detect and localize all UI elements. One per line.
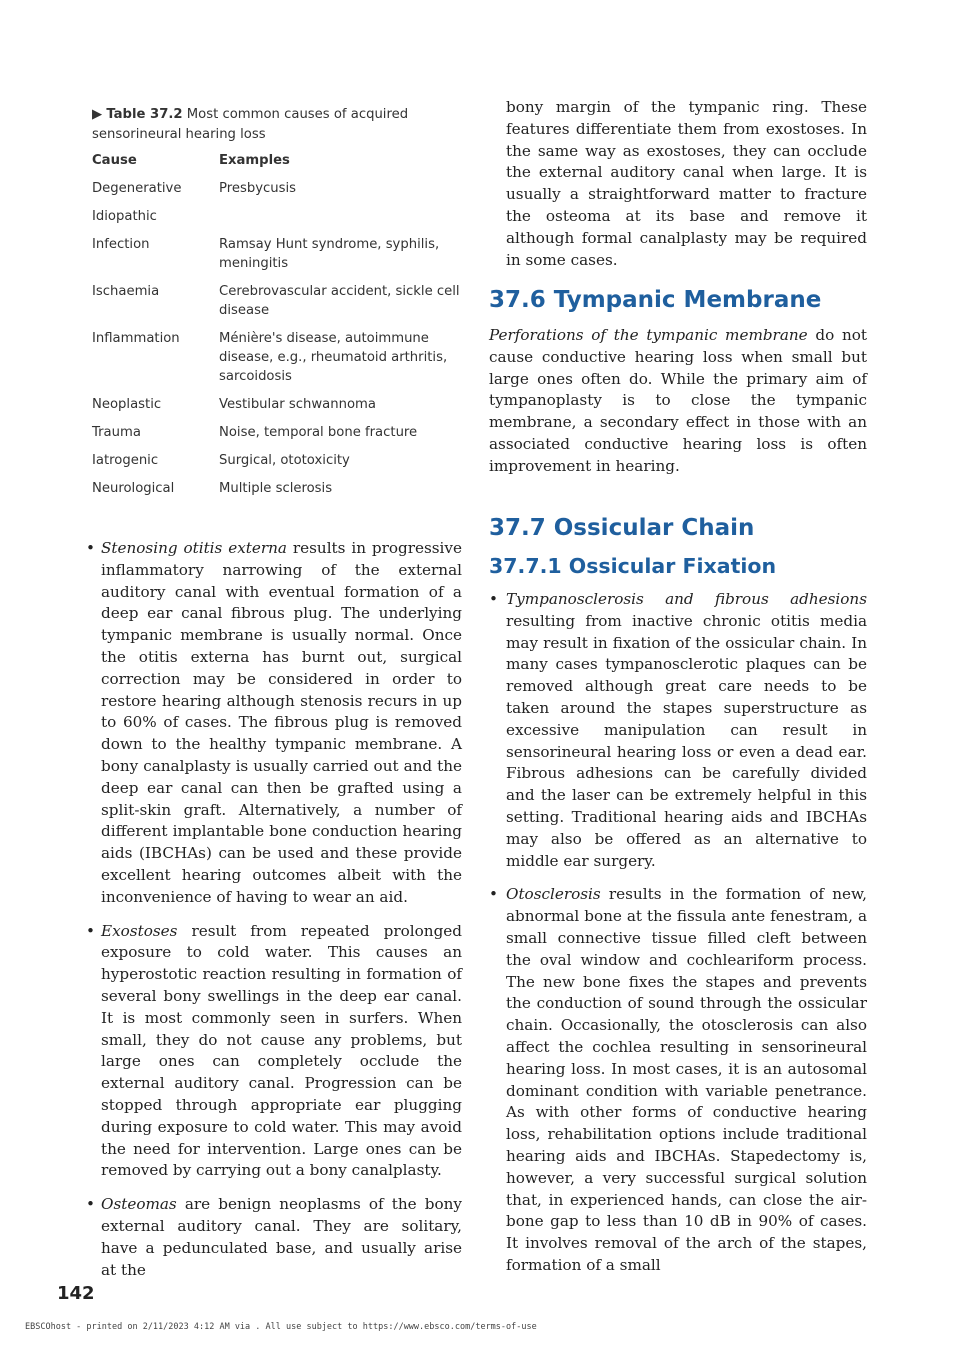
table-row xyxy=(92,391,462,419)
bullet-list xyxy=(489,589,867,1277)
table-cell-examples: Ménière's disease, autoimmune disease, e.g., rheumatoid arthritis, sarcoidosis xyxy=(219,331,448,384)
table-row xyxy=(92,231,462,278)
list-item xyxy=(86,538,462,909)
table-cell-cause: Infection xyxy=(92,237,150,252)
table-cell-cause: Idiopathic xyxy=(92,209,157,224)
table-marker-icon: ▶ xyxy=(92,107,103,122)
item-text: result from repeated prolonged exposure to cold water. This causes an hyperostotic reaction resulting in formation of several bony swellings in the deep ear canal. It is most commonly seen in surfers. When small, they do not cause any problems, but large ones can completely occlude the external auditory canal. Progression can be stopped through appropriate ear plugging during exposure to cold water. This may avoid the need for intervention. Large ones can be removed by carrying out a bony canalplasty. xyxy=(101,921,462,1180)
table-header-cause: Cause xyxy=(92,153,137,168)
table-row xyxy=(92,325,462,391)
table-cell-cause: Trauma xyxy=(92,425,141,440)
table-cell-examples: Ramsay Hunt syndrome, syphilis, meningitis xyxy=(219,237,440,271)
term: Osteomas xyxy=(101,1195,177,1214)
item-text: results in progressive inflammatory narrowing of the external auditory canal with eventual formation of a deep ear canal fibrous plug. The underlying tympanic membrane is usually normal. Once the otitis externa has burnt out, surgical correction may be considered in order to restore hearing although stenosis recurs in up to 60% of cases. The fibrous plug is removed down to the healthy tympanic membrane. A bony canalplasty is usually carried out and the deep ear canal can then be grafted using a split-skin graft. Alternatively, a number of different implantable bone conduction hearing aids (IBCHAs) can be used and these provide excellent hearing outcomes albeit with the inconvenience of having to wear an aid. xyxy=(101,539,462,906)
item-text: results in the formation of new, abnormal bone at the fissula ante fenestram, a small connective tissue filled cleft between the oval window and cochleariform process. The new bone fixes the stapes and prevents the conduction of sound through the ossicular chain. Occasionally, the otosclerosis can also affect the cochlea resulting in sensorineural hearing loss. In most cases, it is an autosomal dominant condition with variable penetrance. As with other forms of conductive hearing loss, rehabilitation options include traditional hearing aids and IBCHAs. Stapedectomy is, however, a very successful surgical solution that, in experienced hands, can close the air-bone gap to less than 10 dB in 90% of cases. It involves removal of the arch of the stapes, formation of a small xyxy=(506,885,867,1274)
paragraph-text: do not cause conductive hearing loss when small but large ones often do. While the primary aim of tympanoplasty is to close the tympanic membrane, a secondary effect in those with an associated conductive hearing loss is often improvement in hearing. xyxy=(489,326,867,475)
table-cell-examples xyxy=(219,207,462,226)
table-cell-examples: Noise, temporal bone fracture xyxy=(219,425,418,440)
list-item xyxy=(489,884,867,1276)
term: Exostoses xyxy=(101,921,178,940)
bullet-icon: • xyxy=(86,1195,95,1214)
list-item xyxy=(86,921,462,1183)
table-cell-examples: Presbycusis xyxy=(219,181,297,196)
table-cell-cause: Neoplastic xyxy=(92,397,162,412)
table-header-row xyxy=(92,150,462,175)
table-row xyxy=(92,447,462,475)
table-row xyxy=(92,419,462,447)
table-cell-examples: Vestibular schwannoma xyxy=(219,397,376,412)
table-cell-cause: Neurological xyxy=(92,481,175,496)
table-label: Table 37.2 xyxy=(106,107,183,122)
table-row xyxy=(92,278,462,325)
bullet-icon: • xyxy=(489,590,498,608)
table-cell-cause: Inflammation xyxy=(92,331,180,346)
bullet-icon: • xyxy=(489,885,498,904)
section-37-6 xyxy=(489,286,867,478)
table-row xyxy=(92,475,462,503)
item-text: resulting from inactive chronic otitis media may result in fixation of the ossicular chain. In many cases tympanosclerotic plaques can be removed although great care needs to be taken around the stapes superstructure as excessive manipulation can result in sensorineural hearing loss or even a dead ear. Fibrous adhesions can be carefully divided and the laser can be extremely helpful in this setting. Traditional hearing aids and IBCHAs may also be offered as an alternative to middle ear surgery. xyxy=(506,611,867,870)
table-cell-examples: Cerebrovascular accident, sickle cell disease xyxy=(219,284,460,318)
list-item xyxy=(86,1194,462,1281)
bullet-icon: • xyxy=(86,921,95,940)
table-cell-cause: Iatrogenic xyxy=(92,453,159,468)
table-row xyxy=(92,203,462,231)
term: Otosclerosis xyxy=(506,885,601,904)
list-item xyxy=(489,589,867,872)
item-text: are benign neoplasms of the bony external auditory canal. They are solitary, have a pedunculated base, and usually arise at the xyxy=(101,1195,462,1279)
table-caption-text: Most common causes of acquired sensorineural hearing loss xyxy=(92,107,409,142)
table-header-examples: Examples xyxy=(219,153,290,168)
continued-paragraph: bony margin of the tympanic ring. These features differentiate them from exostoses. In the same way as exostoses, they can occlude the external auditory canal when large. It is usually a straightforward matter to fracture the osteoma at its base and remove it although formal canalplasty may be required in some cases. xyxy=(506,98,867,269)
section-heading: 37.7 Ossicular Chain xyxy=(489,515,755,541)
right-column xyxy=(489,97,867,271)
term: Stenosing otitis externa xyxy=(101,539,287,557)
bullet-icon: • xyxy=(86,539,95,557)
section-heading: 37.6 Tympanic Membrane xyxy=(489,287,822,313)
table-row xyxy=(92,175,462,203)
table-cell-examples: Surgical, ototoxicity xyxy=(219,453,350,468)
table-cell-cause: Ischaemia xyxy=(92,284,160,299)
table-37-2 xyxy=(92,105,462,503)
left-column xyxy=(86,538,462,1293)
term: Tympanosclerosis and fibrous adhesions xyxy=(506,590,867,608)
section-paragraph xyxy=(489,325,867,478)
table-cell-examples: Multiple sclerosis xyxy=(219,481,333,496)
page-number: 142 xyxy=(57,1283,95,1304)
footer-text: EBSCOhost - printed on 2/11/2023 4:12 AM via . All use subject to https://www.ebsco.com/terms-of-use xyxy=(25,1322,537,1332)
subsection-heading: 37.7.1 Ossicular Fixation xyxy=(489,554,777,578)
table-cell-cause: Degenerative xyxy=(92,181,182,196)
term: Perforations of the tympanic membrane xyxy=(489,326,808,344)
section-37-7 xyxy=(489,514,867,1289)
table-caption xyxy=(92,105,462,145)
